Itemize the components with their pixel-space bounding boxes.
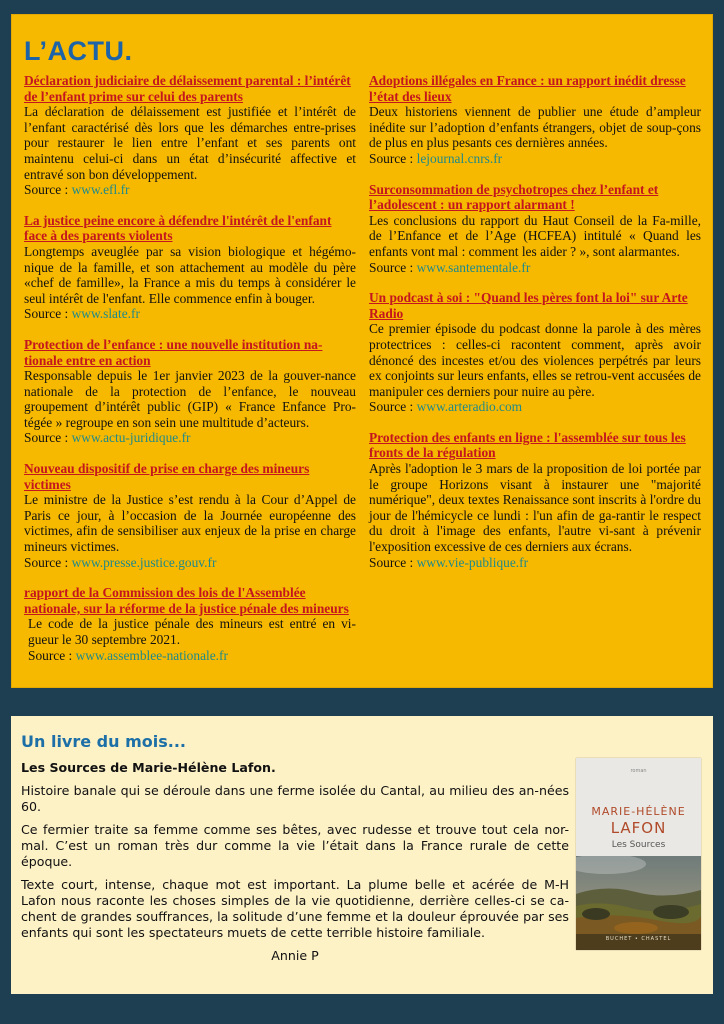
review-paragraph: Texte court, intense, chaque mot est important. La plume belle et acérée de M-H Lafon nous raconte les choses simples de la vie quotidienne, derrière celles-ci se ca-chent de grandes souffrances, la solitude d’une femme et la douleur éprouvée par ses enfants qui sont les spectateurs muets de cette terrible histoire familiale. <box>21 877 569 940</box>
article-source <box>24 648 356 664</box>
article <box>24 585 356 663</box>
article-title[interactable]: Protection des enfants en ligne : l'assemblée sur tous les fronts de la régulation <box>369 429 686 461</box>
source-link[interactable]: www.presse.justice.gouv.fr <box>71 554 217 570</box>
source-label: Source : <box>369 399 414 415</box>
actu-right-column <box>369 73 701 585</box>
source-label: Source : <box>28 647 73 663</box>
article-title[interactable]: Adoptions illégales en France : un rapport inédit dresse l’état des lieux <box>369 73 686 104</box>
source-label: Source : <box>369 554 414 570</box>
article-source <box>369 555 701 571</box>
article-source <box>369 151 701 167</box>
article-title[interactable]: Protection de l’enfance : une nouvelle institution na-tionale entre en action <box>24 336 323 368</box>
article-source <box>24 182 356 198</box>
source-label: Source : <box>24 306 69 322</box>
article <box>369 430 701 570</box>
actu-left-column <box>24 73 356 678</box>
source-link[interactable]: www.arteradio.com <box>416 399 523 415</box>
article-body: Longtemps aveuglée par sa vision biologique et hégémo-nique de la famille, et son attachement au modèle du père «chef de famille», la France a mis du temps à considérer le seul intérêt de l'enfant. Elle commence enfin à bouger. <box>24 243 356 306</box>
source-link[interactable]: www.actu-juridique.fr <box>71 430 191 446</box>
article-body: Ce premier épisode du podcast donne la parole à des mères protectrices : celles-ci racontent comment, après avoir dénoncé des incestes et/ou des violences perpétrés par leurs ex conjoints sur leurs enfants, elles se retrou-vent accusées de manipuler ces derniers pour nuire au père. <box>369 321 701 399</box>
article-body: La déclaration de délaissement est justifiée et l’intérêt de l’enfant caractérisé dès lors que les démarches entre-prises pour restaurer le lien entre l’enfant et ses parents ont maintenu celui-ci dans un état d’insécurité affective et entravé son bon développement. <box>24 104 356 182</box>
article-title[interactable]: La justice peine encore à défendre l'intérêt de l'enfant face à des parents violents <box>24 212 332 244</box>
cover-author-first: MARIE-HÉLÈNE <box>591 805 686 818</box>
book-panel <box>11 716 713 994</box>
article-title[interactable]: Nouveau dispositif de prise en charge des mineurs victimes <box>24 461 310 492</box>
cover-publisher: BUCHET • CHASTEL <box>605 936 672 942</box>
article-body: Les conclusions du rapport du Haut Conseil de la Fa-mille, de l’Enfance et de l’Age (HCFEA) intitulé « Quand les enfants vont mal : comment les aider ? », sont alarmantes. <box>369 212 701 259</box>
article <box>24 461 356 570</box>
source-link[interactable]: lejournal.cnrs.fr <box>416 150 503 166</box>
article-body: Responsable depuis le 1er janvier 2023 de la gouver-nance nationale de la protection de l’enfance, le nouveau groupement d’intérêt public (GIP) « France Enfance Pro-tégée » regroupe en son sein une multitude d’acteurs. <box>24 368 356 430</box>
article-title[interactable]: rapport de la Commission des lois de l'Assemblée nationale, sur la réforme de la justice pénale des mineurs <box>24 585 349 616</box>
article <box>369 182 701 276</box>
article <box>369 73 701 167</box>
source-link[interactable]: www.slate.fr <box>71 306 140 322</box>
source-label: Source : <box>24 430 69 446</box>
article-body: Le code de la justice pénale des mineurs est entré en vi-gueur le 30 septembre 2021. <box>28 616 356 647</box>
review-paragraph: Ce fermier traite sa femme comme ses bêtes, avec rudesse et trouve tout cela nor-mal. C’est un roman très dur comme la vie l’était dans la France rurale de cette époque. <box>21 822 569 869</box>
book-review <box>21 760 569 964</box>
source-link[interactable]: www.vie-publique.fr <box>416 554 529 570</box>
source-label: Source : <box>369 259 414 275</box>
article-body: Après l'adoption le 3 mars de la proposition de loi portée par le groupe Horizons visant à instaurer une "majorité numérique", deux textes Renaissance sont inscrits à l'ordre du jour de l'hémicycle ce lundi : l'un afin de ga-rantir le respect du droit à l'image des enfants, l'autre vi-sant à prévenir l'exposition excessive de ces derniers aux écrans. <box>369 461 701 555</box>
book-cover <box>576 758 701 950</box>
article-source <box>24 555 356 571</box>
book-heading: Un livre du mois... <box>21 732 186 751</box>
actu-panel <box>11 14 713 688</box>
article-source <box>369 260 701 276</box>
source-link[interactable]: www.santementale.fr <box>416 259 531 275</box>
article-source <box>24 306 356 322</box>
actu-title: L’ACTU. <box>24 36 133 66</box>
article <box>24 213 356 322</box>
article <box>369 290 701 415</box>
source-link[interactable]: www.efl.fr <box>71 182 130 198</box>
cover-author <box>576 804 701 836</box>
cover-author-last: LAFON <box>610 819 667 837</box>
source-label: Source : <box>24 182 69 198</box>
article-source <box>369 399 701 415</box>
article-body: Deux historiens viennent de publier une étude d’ampleur inédite sur l’adoption d’enfants étrangers, objet de soup-çons de plus en plus pesants ces dernières années. <box>369 104 701 151</box>
article <box>24 337 356 446</box>
article <box>24 73 356 198</box>
source-link[interactable]: www.assemblee-nationale.fr <box>75 647 228 663</box>
cover-title: Les Sources <box>611 840 666 850</box>
book-title: Les Sources de Marie-Hélène Lafon. <box>21 760 276 775</box>
source-label: Source : <box>24 554 69 570</box>
review-signature: Annie P <box>271 948 319 963</box>
article-source <box>24 430 356 446</box>
article-title[interactable]: Un podcast à soi : "Quand les pères font la loi" sur Arte Radio <box>369 290 688 321</box>
review-paragraph: Histoire banale qui se déroule dans une ferme isolée du Cantal, au milieu des an-nées 60. <box>21 783 569 814</box>
article-title[interactable]: Surconsommation de psychotropes chez l’enfant et l’adolescent : un rapport alarmant ! <box>369 181 659 213</box>
article-title[interactable]: Déclaration judiciaire de délaissement parental : l’intérêt de l’enfant prime sur celui des parents <box>24 73 351 104</box>
article-body: Le ministre de la Justice s’est rendu à la Cour d’Appel de Paris ce jour, à l’occasion de la Journée européenne des victimes, afin de sensibiliser aux enjeux de la prise en charge mineurs victimes. <box>24 492 356 555</box>
cover-genre: roman <box>630 768 647 774</box>
source-label: Source : <box>369 150 414 166</box>
